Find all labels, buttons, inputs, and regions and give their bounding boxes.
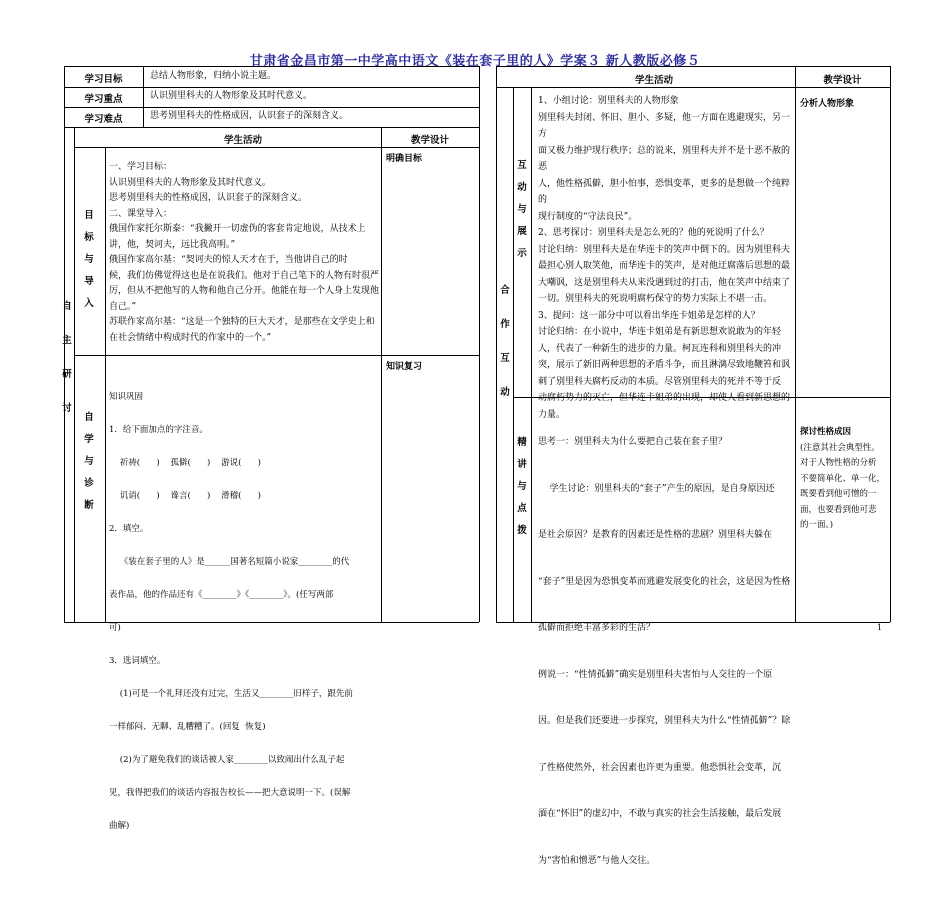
right-header-design: 教学设计 (823, 75, 862, 86)
right-section2-content: 思考一：别里科夫为什么要把自己装在套子里？ 学生讨论：别里科夫的“套子”产生的原因，是自身原因还 是社会原因？是教育的因素还是性格的悲剧？别里科夫躲在 “套子”里是因为恐惧变革而逃避发展变化的社会，这是因为性格 孤僻而拒绝丰富多彩的生活？ 例说一：“性情孤僻”确实是别里科夫害怕与人交往的一个原 因。但是我们还要进一步探究，别里科夫为什么“性情孤僻”？除 了性格使然外，社会因素也许更为重要。他恐惧社会变革，沉 湎在“怀旧”的虚幻中，不敢与真实的社会生活接触，最后发展 为“害怕和憎恶”与他人交往。 (538, 437, 791, 866)
right-section1-design: 分析人物形象 (800, 99, 855, 109)
row-text-difficulty: 思考别里科夫的性格成因，认识套子的深刻含义。 (150, 111, 349, 121)
row-text-focus: 认识别里科夫的人物形象及其时代意义。 (150, 91, 313, 101)
left-section2-content: 知识巩固 1．给下面加点的字注音。 祈祷( ) 孤僻( ) 游说( ) 讥诮( ) 谗言( ) 滑稽( ) 2．填空。 《装在套子里的人》是______国著名短篇小说家________的代 表作品，他的作品还有《________》《________》。(任写两部 可) 3．选词填空。 (1)可是一个礼拜还没有过完，生活又________旧样子，跟先前 一样郁闷、无聊、乱糟糟了。(回复 恢复) (2)为了避免我们的谈话被人家________以致闹出什么乱子起 见，我得把我们的谈话内容报告校长——把大意说明一下。(误解 曲解) (109, 392, 353, 831)
left-header-activity: 学生活动 (223, 135, 262, 146)
left-section1-label: 目 标 与 导 入 (84, 210, 94, 309)
left-header-design: 教学设计 (410, 135, 449, 146)
row-text-goal: 总结人物形象，归纳小说主题。 (150, 71, 277, 81)
left-section1-design: 明确目标 (386, 154, 423, 164)
right-section2-design: 探讨性格成因 (注意其社会典型性。 对于人物性格的分析 不要简单化、单一化， 既要看到他可憎的一 面，也要看到他可悲 的一面。) (800, 427, 886, 530)
row-label-difficulty: 学习难点 (84, 114, 123, 125)
left-section2-label: 自 学 与 诊 断 (84, 412, 94, 511)
row-label-focus: 学习重点 (84, 94, 123, 105)
right-section1-label: 互 动 与 展 示 (517, 160, 527, 259)
right-side-label: 合 作 互 动 (500, 285, 510, 398)
document-title: 甘肃省金昌市第一中学高中语文《装在套子里的人》学案３ 新人教版必修５ (249, 54, 701, 69)
right-section2-label: 精 讲 与 点 拨 (517, 437, 527, 536)
page-number: 1 (876, 623, 882, 632)
left-side-label: 自 主 研 讨 (62, 301, 72, 414)
left-section2-design: 知识复习 (386, 362, 423, 372)
row-label-goal: 学习目标 (84, 74, 123, 85)
left-section1-content: 一、学习目标： 认识别里科夫的人物形象及其时代意义。 思考别里科夫的性格成因，认识套子的深刻含义。 二、课堂导入： 俄国作家托尔斯泰：“我撇开一切虚伪的客套肯定地说，从技术上 讲，他，契诃夫，远比我高明。” 俄国作家高尔基：“契诃夫的惊人天才在于，当他讲自己的时 候，我们仿佛觉得这也是在说我们。他对于自己笔下的人物有时很严 厉，但从不把他写的人物和他自己分开。他能在每一个人身上发现他 自己。” 苏联作家高尔基：“这是一个独特的巨大天才，是那些在文学史上和 在社会情绪中构成时代的作家中的一个。” (109, 162, 380, 343)
right-section1-content: 1、小组讨论：别里科夫的人物形象 别里科夫封闭、怀旧、胆小、多疑，他一方面在逃避现实，另一方 面又极力维护现行秩序；总的说来，别里科夫并不是十恶不赦的恶 人，他性格孤僻，胆小怕事，恐惧变革，更多的是想做一个纯粹的 现行制度的“守法良民”。 2、思考探讨：别里科夫是怎么死的？他的死说明了什么？ 讨论归纳：别里科夫是在华连卡的笑声中倒下的。因为别里科夫 最担心别人取笑他，而华连卡的笑声，是对他迂腐落后思想的最 大嘲讽，这是别里科夫从来没遇到过的打击，他在笑声中结束了 一切。别里科夫的死说明腐朽保守的势力实际上不堪一击。 3、提问：这一部分中可以看出华连卡姐弟是怎样的人？ 讨论归纳：在小说中，华连卡姐弟是有新思想欢说敢为的年轻 人，代表了一种新生的进步的力量。柯瓦连科和别里科夫的冲 突，展示了新旧两种思想的矛盾斗争，而且淋漓尽致地鞭笞和讽 刺了别里科夫腐朽反动的本质。尽管别里科夫的死并不等于反 动腐朽势力的灭亡，但华连卡姐弟的出现，却使人看到新思想的 力量。 (538, 96, 791, 420)
right-header-activity: 学生活动 (634, 75, 673, 86)
